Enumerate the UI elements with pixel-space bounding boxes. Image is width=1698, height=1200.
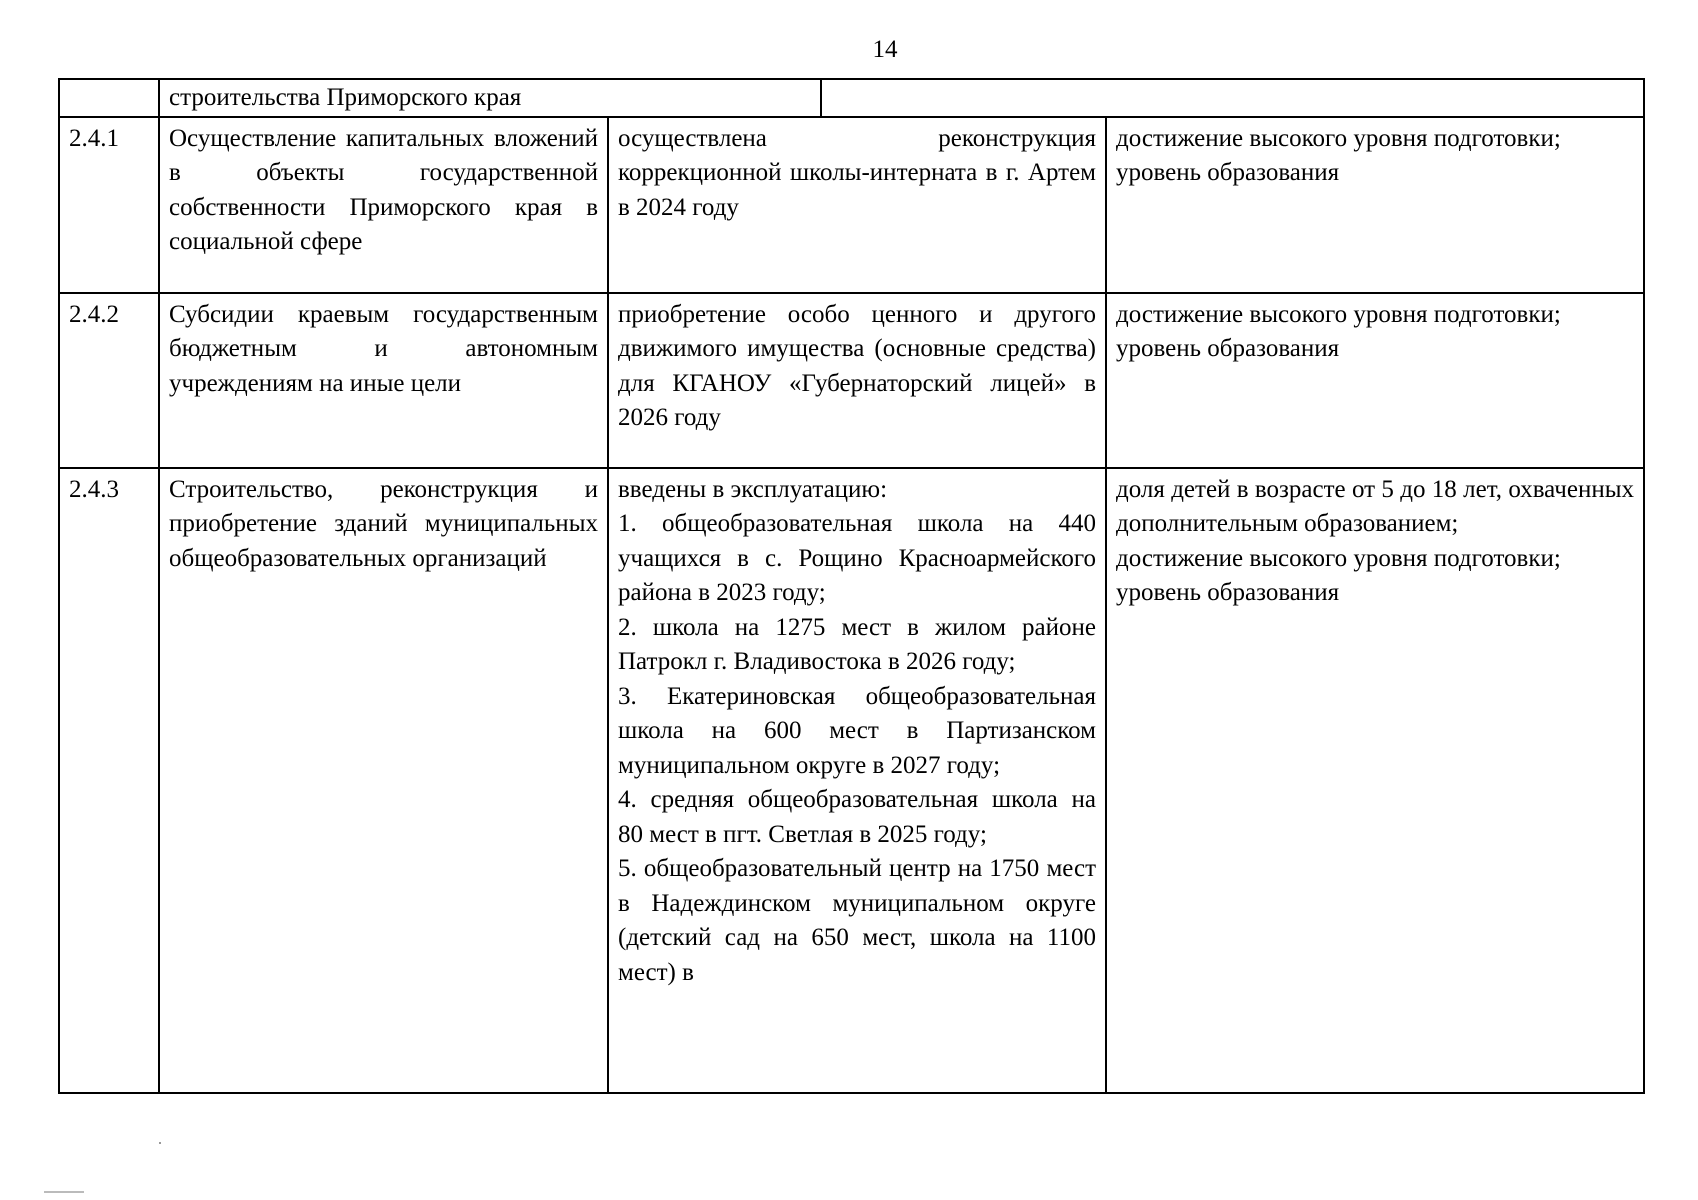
program-table [58, 78, 1645, 1094]
result-line: 1. общеобразовательная школа на 440 учащихся в с. Рощино Красноармейского района в 2023 году; [618, 510, 1096, 606]
indicator-line: доля детей в возрасте от 5 до 18 лет, охваченных дополнительным образованием; [1116, 475, 1634, 537]
row-number: 2.4.3 [59, 468, 159, 1093]
row-number: 2.4.2 [59, 293, 159, 468]
indicator-cell [1106, 117, 1644, 293]
result-cell [608, 468, 1106, 1093]
scan-artifact [159, 1142, 161, 1144]
indicator-line: уровень образования [1116, 579, 1340, 606]
continuation-cell [159, 79, 1106, 117]
continuation-empty-cell [1106, 79, 1644, 117]
measure-cell: Осуществление капитальных вложений в объекты государственной собственности Приморского края в социальной сфере [159, 117, 608, 293]
scan-artifact [44, 1191, 84, 1193]
page-number: 14 [872, 36, 898, 63]
continuation-text: строительства Приморского края [160, 80, 822, 116]
indicator-cell [1106, 468, 1644, 1093]
continuation-num-cell [59, 79, 159, 117]
result-line: 2. школа на 1275 мест в жилом районе Патрокл г. Владивостока в 2026 году; [618, 613, 1096, 675]
result-cell: приобретение особо ценного и другого движимого имущества (основные средства) для КГАНОУ «Губернаторский лицей» в 2026 году [608, 293, 1106, 468]
row-number: 2.4.1 [59, 117, 159, 293]
measure-cell: Субсидии краевым государственным бюджетным и автономным учреждениям на иные цели [159, 293, 608, 468]
result-line: 4. средняя общеобразовательная школа на 80 мест в пгт. Светлая в 2025 году; [618, 786, 1096, 848]
result-line: 3. Екатериновская общеобразовательная школа на 600 мест в Партизанском муниципальном округе в 2027 году; [618, 682, 1096, 779]
indicator-line: достижение высокого уровня подготовки; [1116, 300, 1561, 328]
indicator-line: достижение высокого уровня подготовки; [1116, 124, 1561, 152]
measure-cell: Строительство, реконструкция и приобретение зданий муниципальных общеобразовательных организаций [159, 468, 608, 1093]
indicator-line: уровень образования [1116, 335, 1340, 362]
indicator-line: уровень образования [1116, 159, 1340, 186]
result-cell: осуществлена реконструкция коррекционной школы-интерната в г. Артем в 2024 году [608, 117, 1106, 293]
indicator-line: достижение высокого уровня подготовки; [1116, 544, 1561, 572]
table-row [59, 293, 1644, 468]
indicator-cell [1106, 293, 1644, 468]
result-line: 5. общеобразовательный центр на 1750 мест в Надеждинском муниципальном округе (детский сад на 650 мест, школа на 1100 мест) в [618, 855, 1096, 986]
table-row [59, 117, 1644, 293]
table-row [59, 468, 1644, 1093]
result-line: введены в эксплуатацию: [618, 475, 888, 503]
continuation-row [59, 79, 1644, 117]
